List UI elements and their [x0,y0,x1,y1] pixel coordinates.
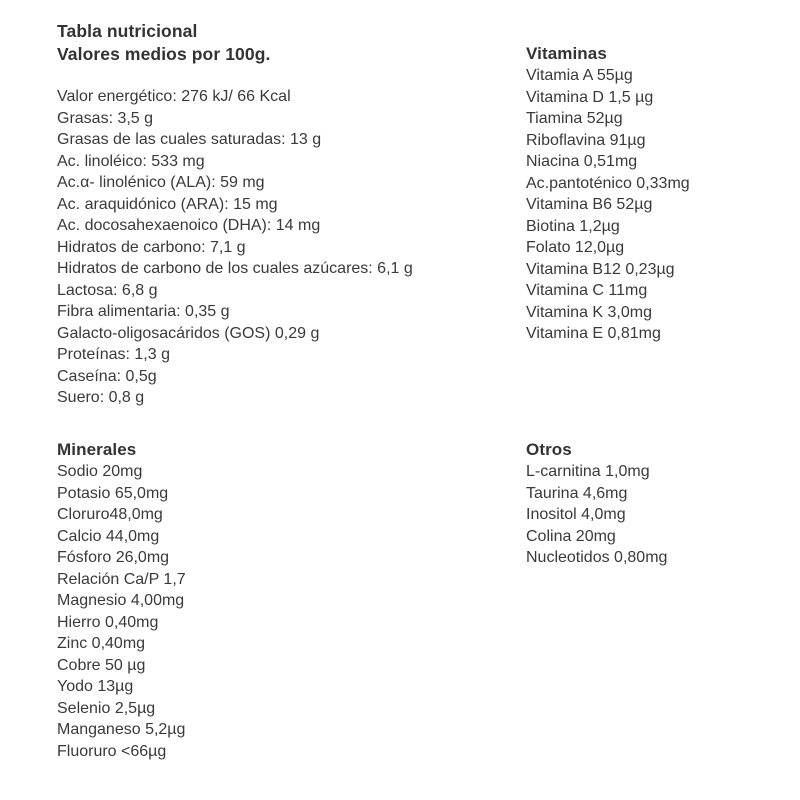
otros-line: L-carnitina 1,0mg [526,463,650,480]
vitamin-line: Niacina 0,51mg [526,153,638,170]
nutrition-line: Grasas: 3,5 g [57,109,154,127]
nutrition-line: Ac.α- linolénico (ALA): 59 mg [57,174,265,191]
mineral-line: Cloruro48,0mg [57,506,163,523]
label-header [57,20,270,66]
vitamin-line: Riboflavina 91µg [526,131,646,149]
mineral-line: Yodo 13µg [57,678,134,695]
vitamin-line: Biotina 1,2µg [526,217,620,235]
nutrition-line: Proteínas: 1,3 g [57,346,170,363]
minerales-list [57,461,186,762]
minerales-section [57,439,186,762]
mineral-line: Potasio 65,0mg [57,484,169,502]
vitamin-line: Vitamina E 0,81mg [526,325,661,342]
label-subtitle: Valores medios por 100g. [57,44,271,64]
vitaminas-list [526,65,690,345]
otros-list [526,461,667,569]
mineral-line: Magnesio 4,00mg [57,592,185,609]
otros-heading: Otros [526,440,572,459]
label-title: Tabla nutricional [57,21,198,41]
nutrition-values-list [57,86,413,409]
mineral-line: Cobre 50 µg [57,656,146,674]
nutrition-line: Suero: 0,8 g [57,389,145,406]
otros-line: Colina 20mg [526,527,616,545]
nutrition-line: Hidratos de carbono de los cuales azúcares: 6,1 g [57,260,413,277]
nutrition-line: Grasas de las cuales saturadas: 13 g [57,131,322,148]
mineral-line: Manganeso 5,2µg [57,721,186,738]
vitaminas-section [526,43,690,345]
mineral-line: Sodio 20mg [57,463,143,480]
vitamin-line: Folato 12,0µg [526,239,625,256]
nutrition-line: Ac. linoléico: 533 mg [57,152,205,170]
otros-line: Nucleotidos 0,80mg [526,549,668,566]
vitamin-line: Tiamina 52µg [526,110,623,127]
nutrition-line: Lactosa: 6,8 g [57,281,158,299]
vitamin-line: Vitamia A 55µg [526,67,633,84]
mineral-line: Relación Ca/P 1,7 [57,570,186,588]
mineral-line: Hierro 0,40mg [57,613,159,631]
nutrition-line: Ac. docosahexaenoico (DHA): 14 mg [57,217,321,234]
nutrition-line: Galacto-oligosacáridos (GOS) 0,29 g [57,324,320,342]
mineral-line: Fluoruro <66µg [57,742,167,760]
vitaminas-heading: Vitaminas [526,44,607,63]
otros-line: Taurina 4,6mg [526,484,628,502]
vitamin-line: Vitamina B12 0,23µg [526,260,675,278]
mineral-line: Calcio 44,0mg [57,527,160,545]
nutrition-line: Ac. araquidónico (ARA): 15 mg [57,195,278,213]
vitamin-line: Ac.pantoténico 0,33mg [526,174,690,192]
vitamin-line: Vitamina D 1,5 µg [526,88,654,106]
mineral-line: Selenio 2,5µg [57,699,156,717]
mineral-line: Fósforo 26,0mg [57,549,170,566]
vitamin-line: Vitamina K 3,0mg [526,303,652,321]
nutrition-line: Hidratos de carbono: 7,1 g [57,238,246,256]
mineral-line: Zinc 0,40mg [57,635,146,652]
nutrition-line: Caseína: 0,5g [57,367,157,385]
nutrition-line: Fibra alimentaria: 0,35 g [57,303,230,320]
otros-line: Inositol 4,0mg [526,506,626,523]
vitamin-line: Vitamina B6 52µg [526,196,653,213]
nutrition-line: Valor energético: 276 kJ/ 66 Kcal [57,88,291,105]
minerales-heading: Minerales [57,440,137,459]
otros-section [526,439,667,569]
vitamin-line: Vitamina C 11mg [526,282,648,299]
